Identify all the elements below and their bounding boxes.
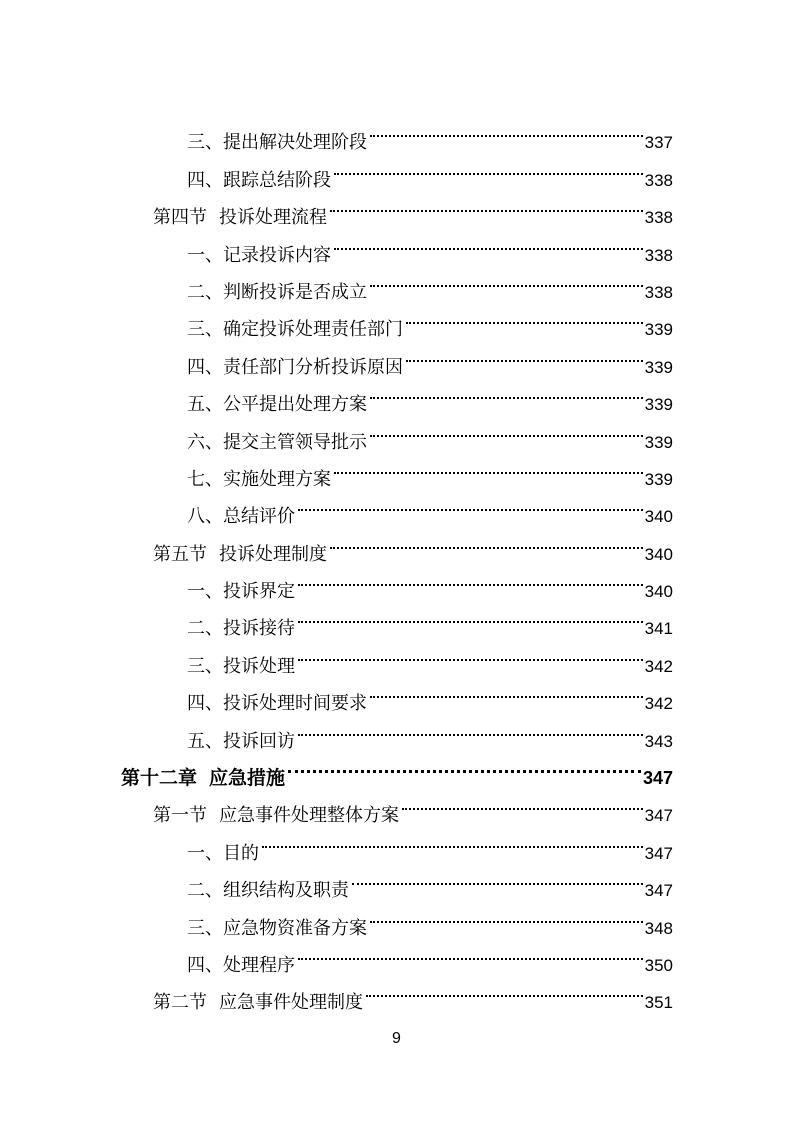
toc-entry-title: 投诉界定 xyxy=(223,581,295,603)
toc-section-entry[interactable] xyxy=(0,186,793,229)
toc-entry-number: 第一节 xyxy=(153,805,207,827)
toc-subsection-entry[interactable] xyxy=(0,485,793,528)
toc-entry-number: 第四节 xyxy=(153,207,207,229)
toc-entry-number: 第五节 xyxy=(153,543,207,565)
toc-subsection-entry[interactable] xyxy=(0,634,793,677)
toc-entry-number: 四、 xyxy=(187,356,223,378)
toc-entry-title: 责任部门分析投诉原因 xyxy=(223,356,403,378)
toc-subsection-entry[interactable] xyxy=(0,672,793,715)
toc-entry-number: 四、 xyxy=(187,954,223,976)
toc-entry-number: 二、 xyxy=(187,880,223,902)
toc-entry-title: 应急措施 xyxy=(209,767,286,790)
toc-entry-title: 投诉处理时间要求 xyxy=(223,693,367,715)
toc-subsection-entry[interactable] xyxy=(0,448,793,490)
toc-entry-page-number: 338 xyxy=(644,245,673,265)
toc-dot-leader xyxy=(370,261,643,298)
toc-entry-page-number: 340 xyxy=(644,507,673,527)
toc-subsection-entry[interactable] xyxy=(0,298,793,341)
toc-entry-page-number: 339 xyxy=(644,432,673,452)
toc-subsection-entry[interactable] xyxy=(0,223,793,266)
page-number: 9 xyxy=(392,1030,401,1047)
toc-entry-title: 记录投诉内容 xyxy=(223,244,331,266)
toc-entry-number: 八、 xyxy=(187,506,223,528)
toc-dot-leader xyxy=(334,448,643,485)
toc-entry-page-number: 342 xyxy=(644,656,673,676)
toc-entry-title: 组织结构及职责 xyxy=(223,880,349,902)
toc-entry-page-number: 338 xyxy=(644,282,673,302)
toc-entry-title: 跟踪总结阶段 xyxy=(223,169,331,191)
toc-section-entry[interactable] xyxy=(0,971,793,1014)
toc-dot-leader xyxy=(330,522,643,559)
toc-section-entry[interactable] xyxy=(0,522,793,565)
toc-entry-number: 七、 xyxy=(187,468,223,490)
toc-entry-number: 三、 xyxy=(187,655,223,677)
toc-section-entry[interactable] xyxy=(0,784,793,827)
toc-entry-page-number: 347 xyxy=(644,806,673,826)
toc-entry-page-number: 338 xyxy=(644,208,673,228)
toc-dot-leader xyxy=(402,784,643,821)
toc-entry-page-number: 343 xyxy=(644,731,673,751)
toc-entry-page-number: 347 xyxy=(644,881,673,901)
toc-dot-leader xyxy=(298,485,643,522)
toc-dot-leader xyxy=(370,410,643,447)
toc-dot-leader xyxy=(370,672,643,709)
toc-dot-leader xyxy=(298,597,643,634)
toc-subsection-entry[interactable] xyxy=(0,261,793,303)
toc-dot-leader xyxy=(370,373,643,410)
toc-dot-leader xyxy=(298,560,643,597)
toc-entry-page-number: 339 xyxy=(644,357,673,377)
toc-dot-leader xyxy=(370,896,643,933)
toc-entry-title: 投诉回访 xyxy=(223,730,295,752)
toc-entry-page-number: 339 xyxy=(644,395,673,415)
toc-entry-number: 三、 xyxy=(187,319,223,341)
toc-entry-number: 第二节 xyxy=(153,992,207,1014)
toc-subsection-entry[interactable] xyxy=(0,560,793,603)
toc-dot-leader xyxy=(298,709,643,746)
toc-entry-title: 处理程序 xyxy=(223,954,295,976)
toc-entry-page-number: 340 xyxy=(644,582,673,602)
toc-dot-leader xyxy=(366,971,643,1008)
toc-chapter-entry[interactable] xyxy=(0,747,793,790)
toc-subsection-entry[interactable] xyxy=(0,148,793,191)
toc-entry-number: 五、 xyxy=(187,730,223,752)
toc-entry-page-number: 339 xyxy=(644,320,673,340)
toc-dot-leader xyxy=(298,634,643,671)
toc-subsection-entry[interactable] xyxy=(0,934,793,976)
toc-entry-number: 一、 xyxy=(187,244,223,266)
toc-entry-page-number: 338 xyxy=(644,170,673,190)
toc-entry-page-number: 350 xyxy=(644,955,673,975)
toc-entry-number: 第十二章 xyxy=(121,767,198,790)
toc-dot-leader xyxy=(334,148,643,185)
toc-entry-page-number: 347 xyxy=(644,843,673,863)
toc-entry-title: 应急事件处理制度 xyxy=(219,992,363,1014)
toc-entry-page-number: 342 xyxy=(644,694,673,714)
toc-subsection-entry[interactable] xyxy=(0,709,793,752)
toc-entry-title: 投诉接待 xyxy=(223,618,295,640)
toc-entry-title: 投诉处理制度 xyxy=(219,543,327,565)
toc-subsection-entry[interactable] xyxy=(0,896,793,939)
toc-dot-leader xyxy=(262,821,643,858)
toc-entry-title: 提交主管领导批示 xyxy=(223,431,367,453)
toc-dot-leader xyxy=(288,747,641,784)
toc-entry-page-number: 351 xyxy=(644,993,673,1013)
toc-subsection-entry[interactable] xyxy=(0,821,793,864)
toc-entry-number: 二、 xyxy=(187,281,223,303)
toc-dot-leader xyxy=(406,298,643,335)
toc-dot-leader xyxy=(352,859,643,896)
table-of-contents xyxy=(0,111,793,1014)
toc-dot-leader xyxy=(298,934,643,971)
toc-entry-title: 应急事件处理整体方案 xyxy=(219,805,399,827)
toc-entry-title: 应急物资准备方案 xyxy=(223,917,367,939)
toc-entry-page-number: 347 xyxy=(642,768,673,789)
toc-entry-number: 六、 xyxy=(187,431,223,453)
toc-entry-number: 一、 xyxy=(187,842,223,864)
toc-entry-number: 二、 xyxy=(187,618,223,640)
toc-dot-leader xyxy=(406,335,643,372)
toc-entry-title: 目的 xyxy=(223,842,259,864)
toc-entry-title: 公平提出处理方案 xyxy=(223,394,367,416)
toc-entry-page-number: 337 xyxy=(644,133,673,153)
toc-entry-page-number: 341 xyxy=(644,619,673,639)
toc-entry-number: 一、 xyxy=(187,581,223,603)
toc-entry-title: 投诉处理流程 xyxy=(219,207,327,229)
toc-entry-number: 四、 xyxy=(187,693,223,715)
toc-subsection-entry[interactable] xyxy=(0,111,793,154)
toc-subsection-entry[interactable] xyxy=(0,597,793,640)
toc-entry-number: 三、 xyxy=(187,132,223,154)
toc-entry-title: 总结评价 xyxy=(223,506,295,528)
toc-entry-number: 四、 xyxy=(187,169,223,191)
toc-subsection-entry[interactable] xyxy=(0,410,793,453)
toc-entry-page-number: 340 xyxy=(644,544,673,564)
toc-dot-leader xyxy=(334,223,643,260)
toc-entry-page-number: 348 xyxy=(644,918,673,938)
toc-subsection-entry[interactable] xyxy=(0,373,793,416)
toc-subsection-entry[interactable] xyxy=(0,859,793,902)
toc-entry-page-number: 339 xyxy=(644,469,673,489)
toc-entry-title: 投诉处理 xyxy=(223,655,295,677)
toc-entry-title: 判断投诉是否成立 xyxy=(223,281,367,303)
toc-entry-title: 实施处理方案 xyxy=(223,468,331,490)
toc-entry-number: 三、 xyxy=(187,917,223,939)
toc-entry-number: 五、 xyxy=(187,394,223,416)
toc-dot-leader xyxy=(370,111,643,148)
toc-entry-title: 提出解决处理阶段 xyxy=(223,132,367,154)
toc-entry-title: 确定投诉处理责任部门 xyxy=(223,319,403,341)
toc-dot-leader xyxy=(330,186,643,223)
